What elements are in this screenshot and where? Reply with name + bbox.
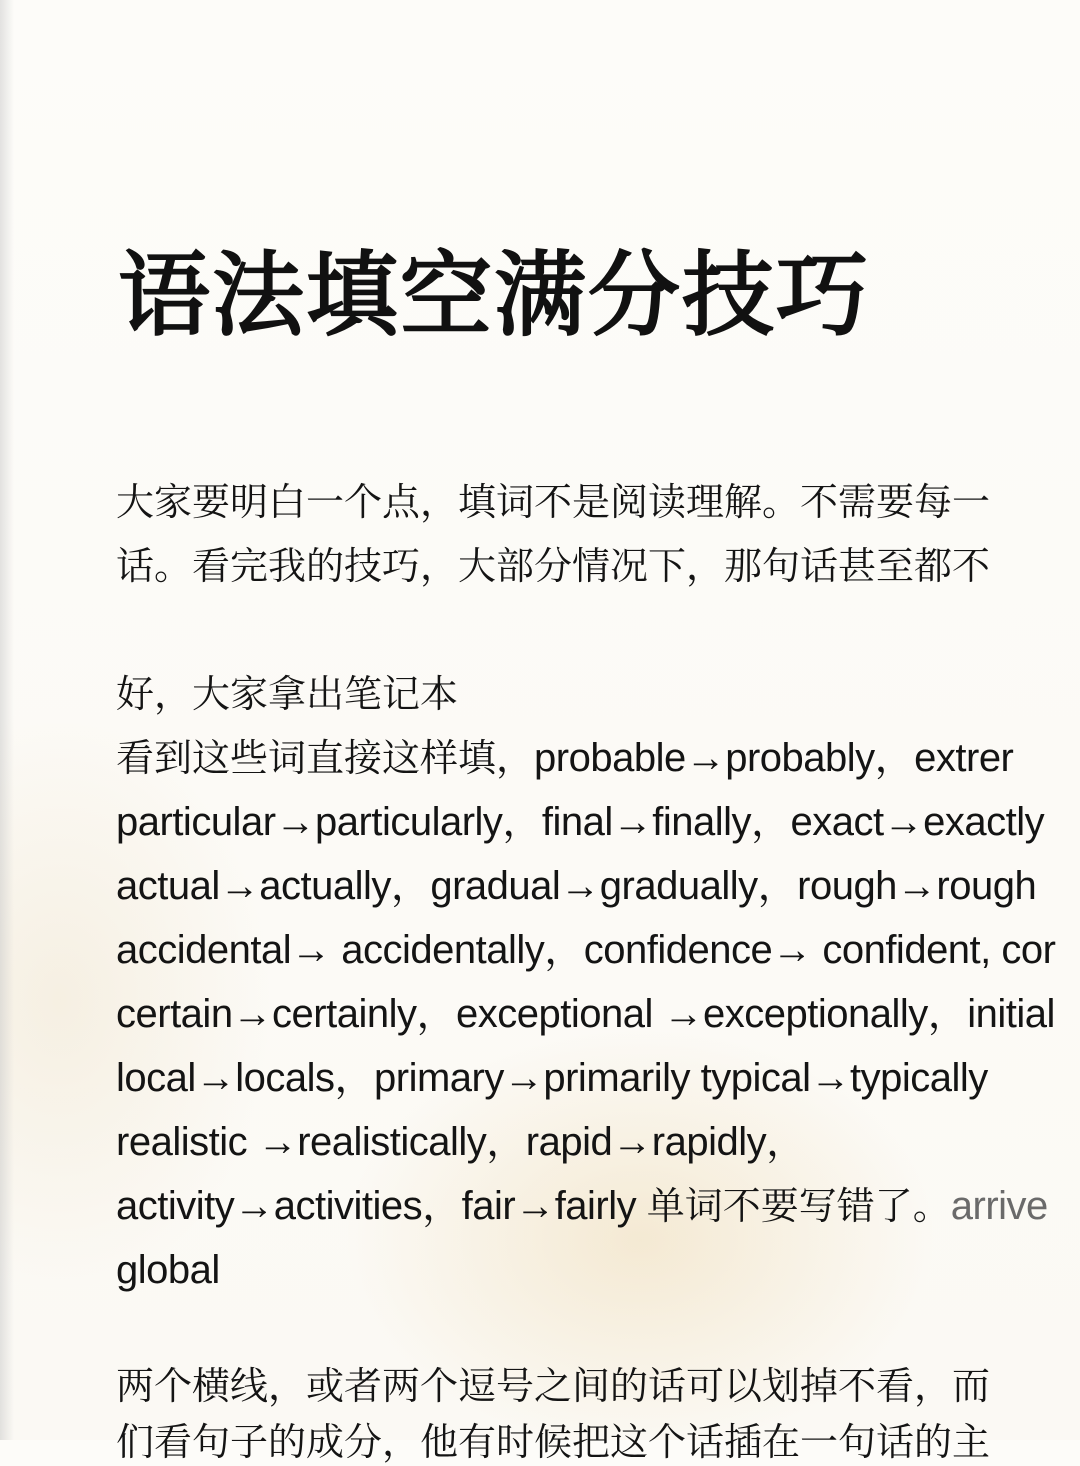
word-list-line-3: actual→actually，gradual→gradually，rough→rough	[116, 864, 1037, 908]
word-list-line-5: certain→certainly，exceptional →exceptionally，initial	[116, 992, 1055, 1036]
spelling-note: 单词不要写错了。	[646, 1184, 951, 1228]
word-list-line-1	[116, 734, 1013, 782]
word-list-line-8	[116, 1182, 1048, 1230]
intro-line-1: 大家要明白一个点，填词不是阅读理解。不需要每一	[116, 480, 991, 524]
word-list-line-7: realistic →realistically，rapid→rapidly，	[116, 1120, 806, 1164]
word-pair-text: probable→probably，extrer	[534, 736, 1014, 780]
page-title: 语法填空满分技巧	[118, 242, 871, 349]
page-edge-shadow	[0, 0, 14, 1440]
word-pair-text: activity→activities，fair→fairly	[116, 1184, 647, 1228]
list-intro: 看到这些词直接这样填，	[116, 736, 535, 780]
word-list-line-4: accidental→ accidentally，confidence→ confident, cor	[116, 928, 1056, 972]
word-list-line-6: local→locals，primary→primarily typical→typically	[116, 1056, 988, 1100]
word-fragment: arrive	[950, 1184, 1048, 1228]
notebook-line: 好，大家拿出笔记本	[116, 672, 459, 716]
closing-line-1: 两个横线，或者两个逗号之间的话可以划掉不看，而	[116, 1364, 991, 1408]
word-list-line-2: particular→particularly，final→finally，exact→exactly	[116, 800, 1045, 844]
closing-line-2: 们看句子的成分，他有时候把这个话插在一句话的主	[116, 1420, 991, 1464]
word-list-line-9: global	[116, 1248, 220, 1292]
intro-line-2: 话。看完我的技巧，大部分情况下，那句话甚至都不	[116, 544, 991, 588]
